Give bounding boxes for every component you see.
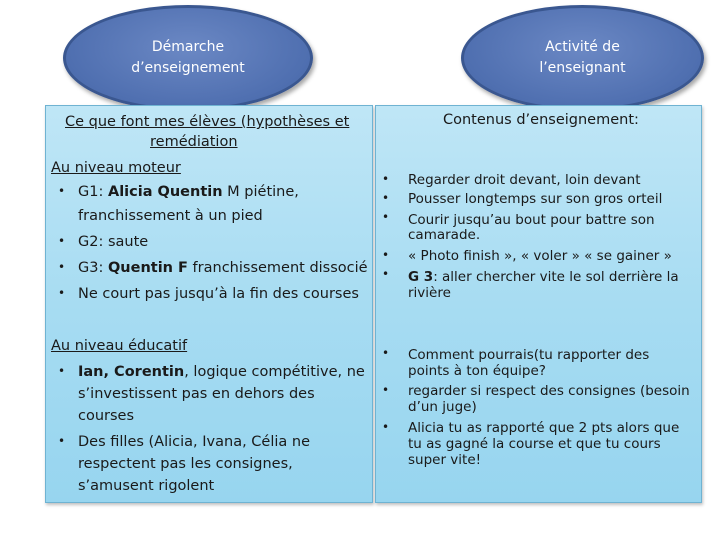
educatif-title: Au niveau éducatif xyxy=(51,338,188,354)
g4: Ne court pas jusqu’à la fin des courses xyxy=(78,286,359,302)
e1-line1: Ian, Corentin, logique compétitive, ne xyxy=(78,364,365,380)
q2-line1: regarder si respect des consignes (besoin xyxy=(408,383,690,399)
left-heading-line2: remédiation xyxy=(150,134,238,150)
bullet: • xyxy=(58,184,66,198)
bullet: • xyxy=(58,260,66,274)
bullet: • xyxy=(382,420,390,434)
oval-demarche xyxy=(63,5,313,111)
bullet: • xyxy=(382,346,390,360)
bullet: • xyxy=(58,234,66,248)
oval-activite-line1: Activité de xyxy=(545,39,620,55)
bullet: • xyxy=(382,383,390,397)
bullet: • xyxy=(382,267,390,281)
q3-line3: super vite! xyxy=(408,452,482,468)
oval-demarche-line1: Démarche xyxy=(151,39,225,55)
e1-line2: s’investissent pas en dehors des xyxy=(78,386,315,402)
bullet: • xyxy=(58,434,66,448)
oval-activite-line2: l’enseignant xyxy=(539,60,626,76)
q3-line2: tu as gagné la course et que tu cours xyxy=(408,436,661,452)
e2-line1: Des filles (Alicia, Ivana, Célia ne xyxy=(78,434,311,450)
right-heading: Contenus d’enseignement: xyxy=(443,112,639,128)
c4: « Photo finish », « voler » « se gainer » xyxy=(408,248,672,264)
c2: Pousser longtemps sur son gros orteil xyxy=(408,191,663,207)
oval-demarche-line2: d’enseignement xyxy=(131,60,245,76)
q3-line1: Alicia tu as rapporté que 2 pts alors que xyxy=(408,420,680,436)
oval-activite xyxy=(461,5,704,111)
e2-line3: s’amusent rigolent xyxy=(78,478,215,494)
bullet: • xyxy=(58,364,66,378)
e2-line2: respectent pas les consignes, xyxy=(78,456,293,472)
e1-line3: courses xyxy=(78,408,135,424)
q1-line1: Comment pourrais(tu rapporter des xyxy=(408,347,650,363)
g3: G3: Quentin F franchissement dissocié xyxy=(78,260,368,276)
c5-line1: G 3: aller chercher vite le sol derrière la xyxy=(408,269,679,285)
c3-line2: camarade. xyxy=(408,227,481,243)
moteur-title: Au niveau moteur xyxy=(51,160,181,176)
bullet: • xyxy=(382,191,390,205)
bullet: • xyxy=(382,172,390,186)
bullet: • xyxy=(382,210,390,224)
left-heading-line1: Ce que font mes élèves (hypothèses et xyxy=(65,114,350,130)
c5-line2: rivière xyxy=(408,285,451,301)
g2: G2: saute xyxy=(78,234,149,250)
q2-line2: d’un juge) xyxy=(408,399,477,415)
q1-line2: points à ton équipe? xyxy=(408,363,546,379)
bullet: • xyxy=(382,248,390,262)
c3-line1: Courir jusqu’au bout pour battre son xyxy=(408,212,655,228)
g1-line1: G1: Alicia Quentin M piétine, xyxy=(78,184,299,200)
c1: Regarder droit devant, loin devant xyxy=(408,172,641,188)
g1-line2: franchissement à un pied xyxy=(78,208,263,224)
bullet: • xyxy=(58,286,66,300)
